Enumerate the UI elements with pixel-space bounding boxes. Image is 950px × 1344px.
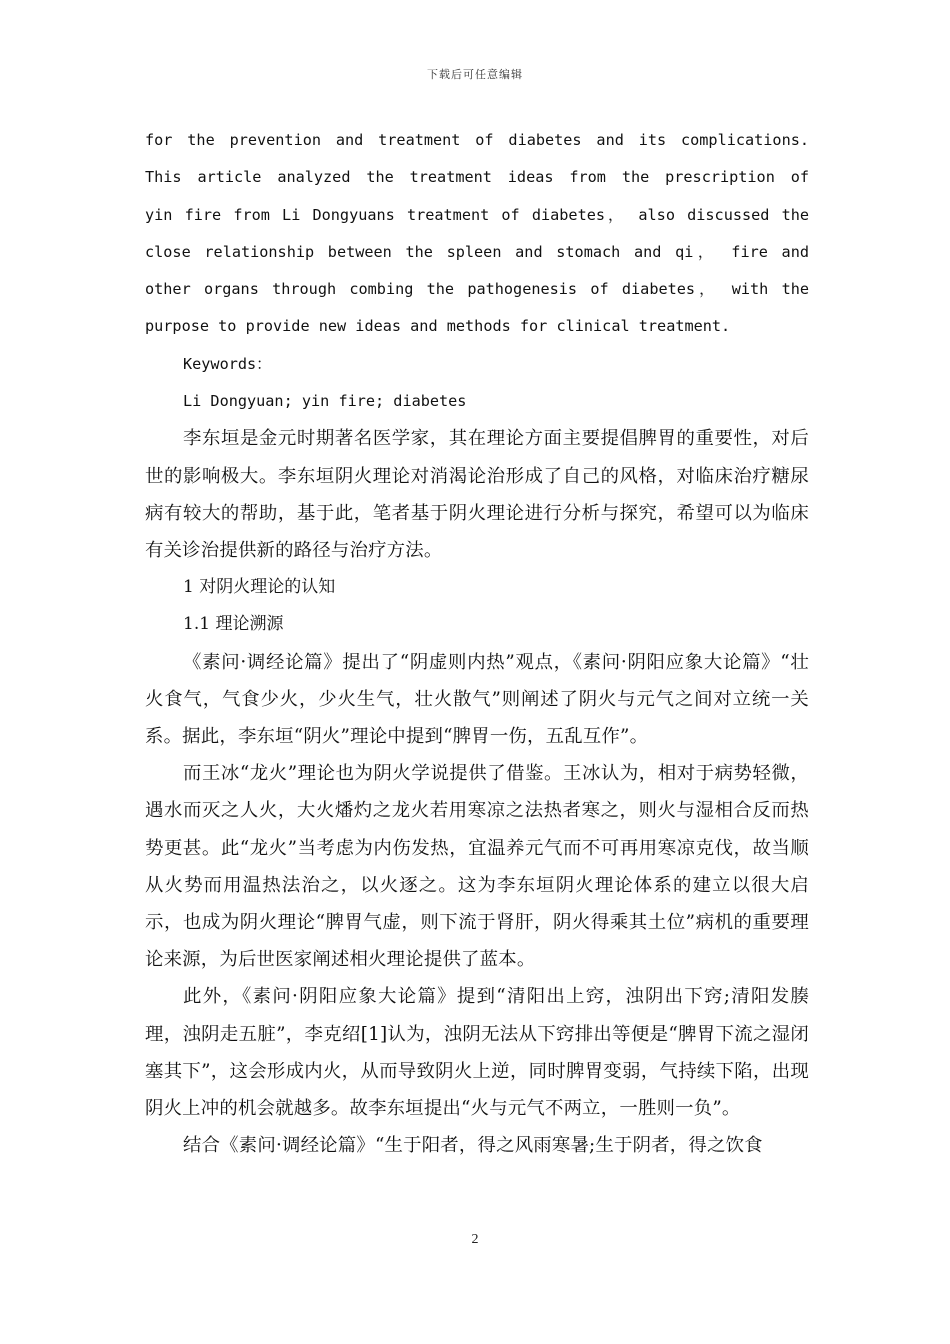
keywords-values: Li Dongyuan; yin fire; diabetes (183, 392, 467, 411)
abstract-line: for the prevention and treatment of diabetes and its complications. (145, 131, 809, 149)
abstract-line: yin fire from Li Dongyuans treatment of diabetes， also discussed the (145, 205, 809, 224)
page-header: 下载后可任意编辑 (427, 68, 523, 81)
keywords-label: Keywords： (183, 354, 272, 373)
document-body (145, 122, 809, 1164)
subsection-heading: 1.1 理论溯源 (183, 614, 284, 635)
abstract-line: other organs through combing the pathogenesis of diabetes， with the (145, 280, 809, 299)
section-heading: 1 对阴火理论的认知 (183, 577, 336, 598)
page-number: 2 (471, 1232, 479, 1247)
body-paragraph: 结合《素问·调经论篇》“生于阳者，得之风雨寒暑;生于阴者，得之饮食 (183, 1135, 763, 1157)
intro-paragraph: 李东垣是金元时期著名医学家，其在理论方面主要提倡脾胃的重要性，对后世的影响极大。李东垣阴火理论对消渴论治形成了自己的风格，对临床治疗糖尿病有较大的帮助，基于此，笔者基于阴火理论进行分析与探究，希望可以为临床有关诊治提供新的路径与治疗方法。 (145, 428, 809, 561)
abstract-line: close relationship between the spleen and stomach and qi， fire and (145, 242, 809, 261)
body-paragraph: 而王冰“龙火”理论也为阴火学说提供了借鉴。王冰认为，相对于病势轻微，遇水而灭之人火，大火燔灼之龙火若用寒凉之法热者寒之，则火与湿相合反而热势更甚。此“龙火”当考虑为内伤发热，宜温养元气而不可再用寒凉克伐，故当顺从火势而用温热法治之，以火逐之。这为李东垣阴火理论体系的建立以很大启示，也成为阴火理论“脾胃气虚，则下流于肾肝，阴火得乘其土位”病机的重要理论来源，为后世医家阐述相火理论提供了蓝本。 (145, 763, 809, 971)
abstract-line: purpose to provide new ideas and methods for clinical treatment. (145, 317, 731, 336)
abstract-line: This article analyzed the treatment ideas from the prescription of (145, 168, 809, 187)
body-paragraph: 《素问·调经论篇》提出了“阴虚则内热”观点，《素问·阴阳应象大论篇》“壮火食气，气食少火，少火生气，壮火散气”则阐述了阴火与元气之间对立统一关系。据此，李东垣“阴火”理论中提到“脾胃一伤，五乱互作”。 (145, 651, 809, 747)
body-paragraph: 此外，《素问·阴阳应象大论篇》提到“清阳出上窍，浊阴出下窍;清阳发腠理，浊阴走五脏”，李克绍[1]认为，浊阴无法从下窍排出等便是“脾胃下流之湿闭塞其下”，这会形成内火，从而导致阴火上逆，同时脾胃变弱，气持续下陷，出现阴火上冲的机会就越多。故李东垣提出“火与元气不两立，一胜则一负”。 (145, 986, 809, 1120)
